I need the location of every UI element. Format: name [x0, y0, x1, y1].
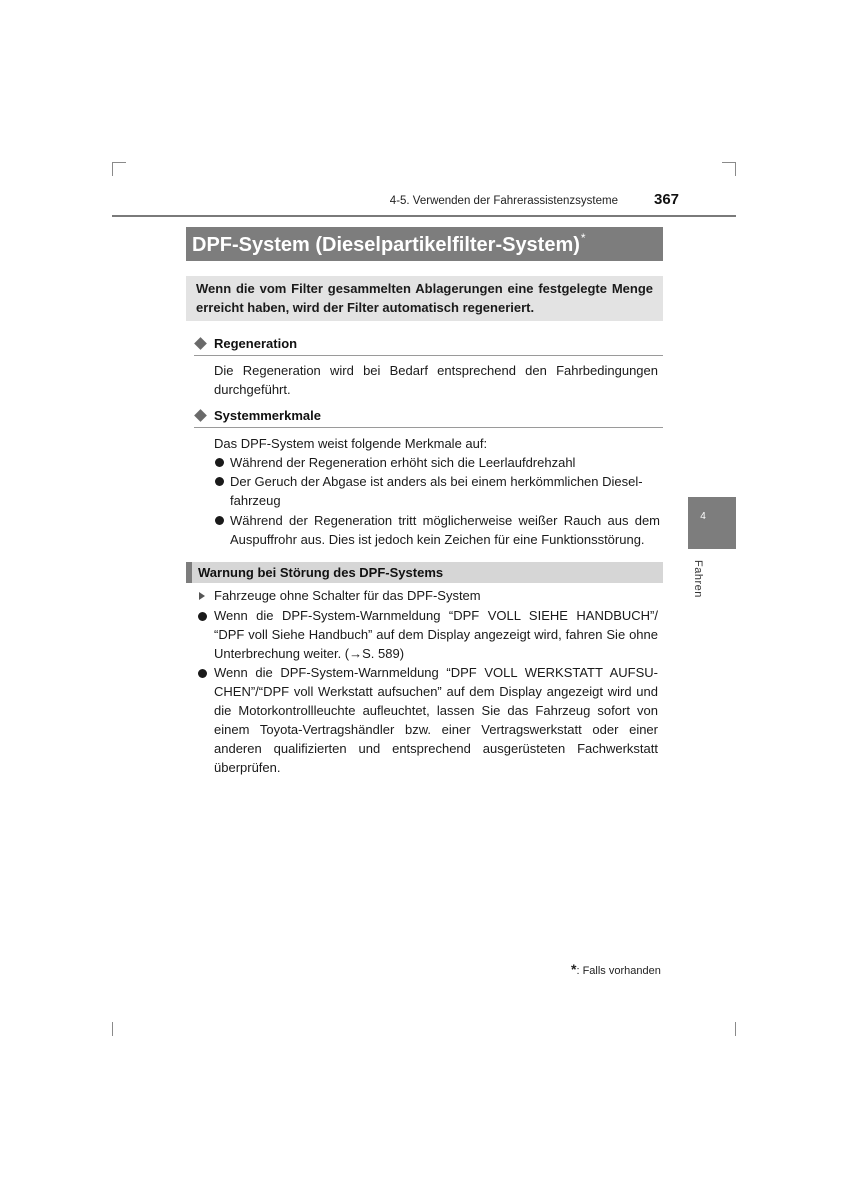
warning-item: Wenn die DPF-System-Warnmeldung “DPF VOLL WERKSTATT AUFSU-CHEN”/“DPF voll Werkstatt aufsuchen” auf dem Display angezeigt wird und die Motorkontrollleuchte aufleuchtet, lassen Sie das Fahrzeug sofort von einem Toyota-Vertragshändler bzw. einer Vertragswerkstatt oder einer anderen qualifizierten und entsprechend ausgerüsteten Fachwerkstatt überprüfen.: [214, 665, 658, 775]
footnote-star: *: [571, 961, 577, 977]
regeneration-heading: Regeneration: [214, 336, 298, 351]
chapter-tab[interactable]: [688, 497, 736, 549]
triangle-bullet-icon: [199, 592, 205, 600]
bullet-icon: [215, 516, 224, 525]
intro-text: Wenn die vom Filter gesammelten Ablagerungen eine festgelegte Menge erreicht haben, wird der Filter automatisch regeneriert.: [196, 281, 653, 315]
page-title-text: DPF-System (Dieselpartikelfilter-System): [192, 234, 580, 256]
feature-item: Während der Regeneration erhöht sich die Leerlaufdrehzahl: [230, 455, 576, 470]
page-number: 367: [654, 191, 680, 208]
crop-mark: [112, 1022, 113, 1036]
chapter-label: Fahren: [692, 560, 704, 598]
bullet-icon: [198, 612, 207, 621]
title-bar: [186, 227, 663, 261]
header-section-title: 4-5. Verwenden der Fahrerassistenzsysteme: [389, 195, 618, 207]
page-title: [192, 231, 586, 257]
chapter-number: 4: [700, 511, 706, 522]
warning-title-bar: [186, 562, 663, 583]
warning-bar-accent: [186, 562, 192, 583]
section-rule: [194, 355, 663, 356]
features-heading: Systemmerkmale: [214, 408, 321, 423]
crop-mark: [112, 162, 126, 163]
crop-mark: [722, 162, 736, 163]
feature-item: Während der Regeneration tritt möglicherweise weißer Rauch aus dem Auspuffrohr aus. Dies ist jedoch kein Zeichen für eine Funktionsstörung.: [230, 513, 660, 547]
diamond-icon: [194, 337, 207, 350]
diamond-icon: [194, 409, 207, 422]
warning-title: Warnung bei Störung des DPF-Systems: [198, 565, 444, 580]
bullet-icon: [215, 477, 224, 486]
crop-mark: [735, 162, 736, 176]
warning-condition: Fahrzeuge ohne Schalter für das DPF-System: [214, 588, 481, 603]
section-rule: [194, 427, 663, 428]
crop-mark: [735, 1022, 736, 1036]
footnote-text: : Falls vorhanden: [576, 965, 661, 977]
intro-box: [186, 276, 663, 321]
header-rule: [112, 215, 736, 217]
crop-mark: [112, 162, 113, 176]
regeneration-text: Die Regeneration wird bei Bedarf entsprechend den Fahrbedingungen durchgeführt.: [214, 363, 658, 397]
bullet-icon: [215, 458, 224, 467]
features-intro: Das DPF-System weist folgende Merkmale auf:: [214, 436, 488, 451]
warning-item: Wenn die DPF-System-Warnmeldung “DPF VOLL SIEHE HANDBUCH”/ “DPF voll Siehe Handbuch” auf dem Display angezeigt wird, fahren Sie ohne Unterbrechung weiter. (→S. 589): [214, 608, 658, 661]
bullet-icon: [198, 669, 207, 678]
feature-item: Der Geruch der Abgase ist anders als bei einem herkömmlichen Diesel-fahrzeug: [230, 474, 643, 508]
footnote: [571, 961, 661, 977]
title-mark: *: [580, 231, 586, 245]
